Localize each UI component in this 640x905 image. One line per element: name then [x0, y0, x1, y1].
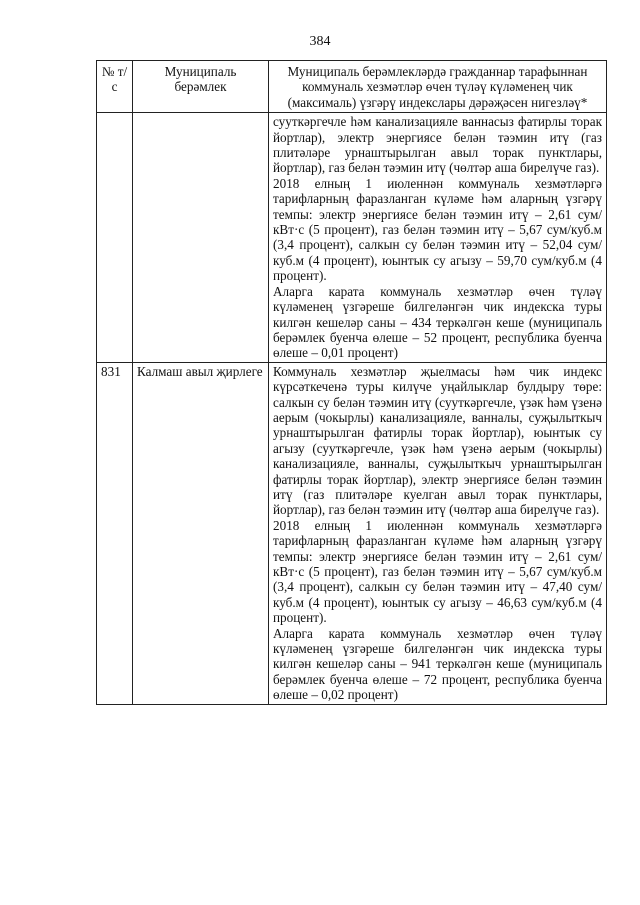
basis-paragraph: Аларга карата коммуналь хезмәтләр өчен түләү күләменең үзгәреше билгеләнгән чик индекска туры килгән кешеләр саны – 941 теркәлгән кеше (муниципаль берәмлек буенча өлеше – 72 процент, республика буенча өлеше – 0,02 процент): [273, 625, 602, 703]
table-row: [97, 113, 607, 363]
row-municipality: Калмаш авыл җирлеге: [133, 362, 269, 704]
row-municipality: [133, 113, 269, 363]
basis-paragraph: Аларга карата коммуналь хезмәтләр өчен түләү күләменең үзгәреше билгеләнгән чик индекска туры килгән кешеләр саны – 434 теркәлгән кеше (муниципаль берәмлек буенча өлеше – 52 процент, республика буенча өлеше – 0,01 процент): [273, 283, 602, 361]
header-basis: Муниципаль берәмлекләрдә гражданнар тарафыннан коммуналь хезмәтләр өчен түләү күләменең чик (максималь) үзгәрү индекслары дәрәҗәсен нигезләү*: [269, 61, 607, 113]
indices-table: [96, 60, 607, 705]
basis-paragraph: сууткәргечле һәм канализацияле ваннасыз фатирлы торак йортлар), электр энергиясе белән тәэмин итү (газ плитәләре урнаштырылган авыл торак пунктлары, йортлар), газ белән тәэмин итү (чөлтәр аша бирелүче газ).: [273, 114, 602, 176]
basis-paragraph: 2018 елның 1 июленнән коммуналь хезмәтләргә тарифларның фаразланган күләме һәм аларның үзгәрү темпы: электр энергиясе белән тәэмин итү – 2,61 сум/кВт·с (5 процент), газ белән тәэмин итү – 5,67 сум/куб.м (3,4 процент), салкын су белән тәэмин итү – 47,40 сум/куб.м (4 процент), юынтык су агызу – 46,63 сум/куб.м (4 процент).: [273, 517, 602, 626]
table-row: [97, 362, 607, 704]
row-basis: [269, 113, 607, 363]
basis-paragraph: Коммуналь хезмәтләр җыелмасы һәм чик индекс күрсәткеченә туры килүче уңайлыклар булдыру төре: салкын су белән тәэмин итү (сууткәргечле, үзәк һәм үзенә аерым (чокырлы) канализацияле, ванналы, суҗылыткыч урнаштырылган фатирлы торак йортлар), юынтык су агызу (сууткәргечле, үзәк һәм үзенә аерым (чокырлы) канализацияле, ванналы, суҗылыткыч урнаштырылган фатирлы торак йортлар), электр энергиясе белән тәэмин итү (газ плитәләре куелган авыл торак пунктлары, йортлар), газ белән тәэмин итү (чөлтәр аша бирелүче газ).: [273, 363, 602, 518]
header-municipality: Муниципаль берәмлек: [133, 61, 269, 113]
row-basis: [269, 362, 607, 704]
table-header-row: [97, 61, 607, 113]
row-number: 831: [97, 362, 133, 704]
header-number: № т/с: [97, 61, 133, 113]
basis-paragraph: 2018 елның 1 июленнән коммуналь хезмәтләргә тарифларның фаразланган күләме һәм аларның үзгәрү темпы: электр энергиясе белән тәэмин итү – 2,61 сум/кВт·с (5 процент), газ белән тәэмин итү – 5,67 сум/куб.м (3,4 процент), салкын су белән тәэмин итү – 52,04 сум/куб.м (4 процент), юынтык су агызу – 59,70 сум/куб.м (4 процент).: [273, 175, 602, 284]
page-number: 384: [309, 34, 331, 49]
row-number: [97, 113, 133, 363]
